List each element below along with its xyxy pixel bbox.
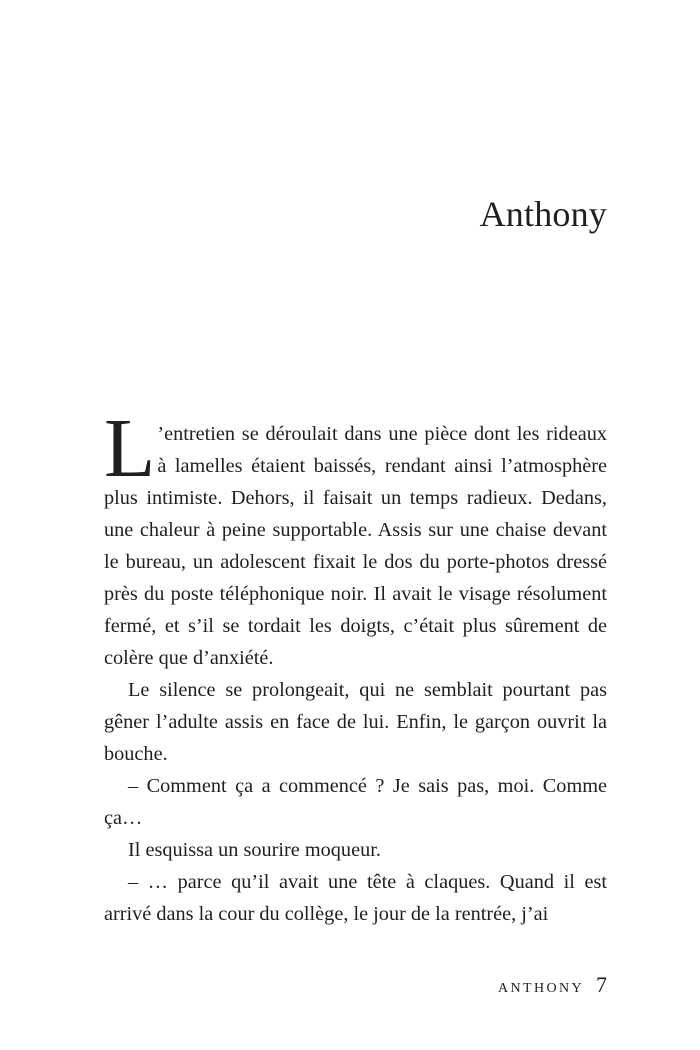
paragraph: – Comment ça a commencé ? Je sais pas, moi. Comme ça…	[104, 775, 607, 829]
opening-paragraph-text: ’entretien se déroulait dans une pièce dont les rideaux à lamelles étaient baissés, rendant ainsi l’atmosphère plus intimiste. Dehors, il faisait un temps radieux. Dedans, une chaleur à peine supportable. Assis sur une chaise devant le bureau, un adolescent fixait le dos du porte-photos dressé près du poste téléphonique noir. Il avait le visage résolument fermé, et s’il se tordait les doigts, c’était plus sûrement de colère que d’anxiété.	[104, 423, 607, 669]
paragraph: Il esquissa un sourire moqueur.	[128, 839, 381, 861]
body-text	[104, 402, 607, 930]
running-title: ANTHONY	[497, 981, 584, 996]
chapter-title: Anthony	[479, 194, 607, 234]
paragraph: Le silence se prolongeait, qui ne semblait pourtant pas gêner l’adulte assis en face de lui. Enfin, le garçon ouvrit la bouche.	[104, 679, 607, 765]
opening-paragraph	[104, 402, 607, 674]
page-footer	[498, 972, 607, 998]
drop-cap: L	[104, 402, 156, 495]
paragraph: – … parce qu’il avait une tête à claques. Quand il est arrivé dans la cour du collège, le jour de la rentrée, j’ai	[104, 871, 607, 925]
page-number: 7	[596, 972, 607, 997]
